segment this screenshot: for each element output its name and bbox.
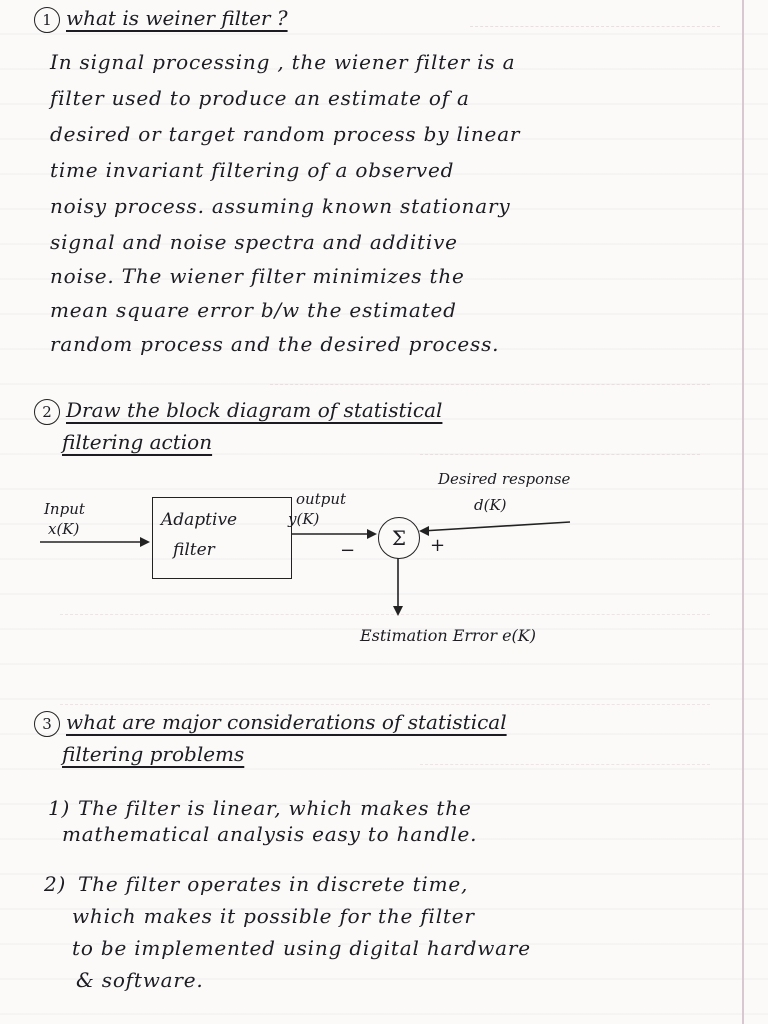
- output-signal-label: y(K): [288, 510, 320, 528]
- filter-block-label: Adaptive: [161, 510, 238, 530]
- list-marker: 2): [44, 872, 67, 896]
- question-title: Draw the block diagram of statistical: [66, 398, 443, 422]
- answer-line: filter used to produce an estimate of a: [50, 86, 470, 110]
- bleed-through: [420, 750, 710, 765]
- question-title: filtering action: [62, 430, 213, 454]
- question-title: filtering problems: [62, 742, 245, 766]
- list-item-line: The filter operates in discrete time,: [78, 872, 469, 896]
- question-2-heading-cont: [62, 430, 212, 454]
- plus-sign: +: [430, 535, 446, 556]
- bleed-through: [420, 440, 700, 455]
- answer-line: noisy process. assuming known stationary: [50, 194, 511, 218]
- question-number: 3: [34, 711, 60, 737]
- summing-junction: Σ: [378, 517, 420, 559]
- answer-line: In signal processing , the wiener filter is a: [50, 50, 516, 74]
- question-number: 1: [34, 7, 60, 33]
- input-label: Input: [44, 500, 85, 518]
- list-item-line: which makes it possible for the filter: [72, 904, 475, 928]
- list-item-line: & software.: [76, 968, 204, 992]
- question-number: 2: [34, 399, 60, 425]
- bleed-through: [60, 600, 710, 615]
- question-title: what are major considerations of statistical: [66, 710, 507, 734]
- question-1-heading: [34, 6, 288, 33]
- question-2-heading: [34, 398, 442, 425]
- bleed-through: [270, 370, 710, 385]
- question-3-heading: [34, 710, 507, 737]
- answer-line: noise. The wiener filter minimizes the: [50, 264, 465, 288]
- estimation-error-label: Estimation Error e(K): [360, 626, 536, 645]
- list-marker: 1): [48, 796, 71, 820]
- answer-line: random process and the desired process.: [50, 332, 500, 356]
- margin-line: [742, 0, 744, 1024]
- desired-response-label: Desired response: [438, 470, 571, 488]
- filter-block-label: filter: [173, 540, 215, 560]
- list-item-line: mathematical analysis easy to handle.: [62, 822, 478, 846]
- bleed-through: [470, 12, 720, 27]
- adaptive-filter-block: [152, 497, 292, 579]
- bleed-through: [60, 690, 710, 705]
- answer-line: mean square error b/w the estimated: [50, 298, 457, 322]
- answer-line: signal and noise spectra and additive: [50, 230, 458, 254]
- desired-signal-label: d(K): [474, 496, 507, 514]
- question-3-heading-cont: [62, 742, 244, 766]
- question-title: what is weiner filter ?: [66, 6, 288, 30]
- input-signal-label: x(K): [48, 520, 80, 538]
- output-label: output: [296, 490, 347, 508]
- list-item-line: The filter is linear, which makes the: [78, 796, 472, 820]
- list-item-line: to be implemented using digital hardware: [72, 936, 531, 960]
- answer-line: desired or target random process by linear: [50, 122, 521, 146]
- answer-line: time invariant filtering of a observed: [50, 158, 455, 182]
- minus-sign: −: [340, 540, 356, 561]
